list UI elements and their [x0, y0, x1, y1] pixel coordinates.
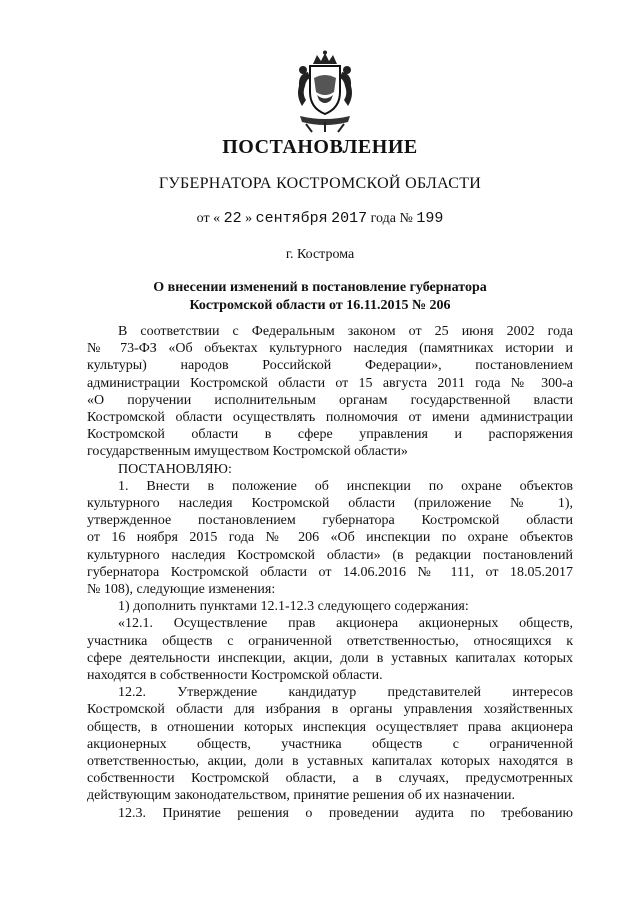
body-line: акционерных обществ, участника обществ с ограниченной	[87, 736, 573, 752]
date-prefix: от «	[196, 211, 221, 226]
body-line: 12.3. Принятие решения о проведении аудита по требованию	[118, 805, 573, 821]
document-heading	[0, 279, 640, 315]
body-line: Костромской области для избрания в органы управления хозяйственных	[87, 702, 573, 718]
date-day: 22	[223, 210, 242, 227]
coat-of-arms-icon	[290, 50, 360, 134]
body-line: культурного наследия Костромской области» (в редакции постановлений	[87, 547, 573, 563]
body-line: находятся в собственности Костромской области.	[87, 668, 383, 684]
date-year: 2017	[331, 210, 368, 227]
body-line: 12.2. Утверждение кандидатур представителей интересов	[118, 685, 573, 701]
body-line: № 73-ФЗ «Об объектах культурного наследия (памятниках истории и	[87, 341, 573, 357]
body-line: 1. Внести в положение об инспекции по охране объектов	[118, 478, 573, 494]
date-line	[0, 210, 640, 227]
date-mid: »	[245, 211, 253, 226]
heading-line: Костромской области от 16.11.2015 № 206	[189, 298, 451, 313]
document-subtitle: ГУБЕРНАТОРА КОСТРОМСКОЙ ОБЛАСТИ	[158, 175, 482, 192]
body-line: государственным имуществом Костромской области»	[87, 444, 408, 460]
body-line: Костромской области осуществлять полномочия от имени администрации	[87, 410, 573, 426]
body-line: ПОСТАНОВЛЯЮ:	[118, 461, 232, 477]
body-line: от 16 ноября 2015 года № 206 «Об инспекции по охране объектов	[87, 530, 573, 546]
body-line: культурного наследия Костромской области (приложение № 1),	[87, 496, 573, 512]
body-line: собственности Костромской области, а в случаях, предусмотренных	[87, 771, 573, 787]
body-line: обществ, в отношении которых инспекция осуществляет права акционера	[87, 719, 573, 735]
body-line: утвержденное постановлением губернатора Костромской области	[87, 513, 573, 529]
body-line: культуры) народов Российской Федерации», постановлением	[87, 358, 573, 374]
body-line: действующим законодательством, принятие решения об их назначении.	[87, 788, 516, 804]
body-line: губернатора Костромской области от 14.06.2016 № 111, от 18.05.2017	[87, 564, 573, 580]
body-line: участника обществ с ограниченной ответственностью, относящихся к	[87, 633, 573, 649]
document-body	[87, 323, 573, 822]
body-line: «12.1. Осуществление прав акционера акционерных обществ,	[118, 616, 573, 632]
body-line: ответственностью, акции, доли в уставных капиталах которых находятся в	[87, 754, 573, 770]
city-line: г. Кострома	[285, 247, 355, 262]
date-month: сентября	[255, 210, 328, 227]
document-title: ПОСТАНОВЛЕНИЕ	[222, 136, 418, 158]
body-line: администрации Костромской области от 15 августа 2011 года № 300-а	[87, 375, 573, 391]
body-line: сфере деятельности инспекции, акции, доли в уставных капиталах которых	[87, 650, 573, 666]
heading-line: О внесении изменений в постановление губернатора	[153, 280, 487, 295]
body-line: 1) дополнить пунктами 12.1-12.3 следующего содержания:	[118, 599, 469, 615]
body-line: № 108), следующие изменения:	[87, 582, 276, 598]
body-line: «О поручении исполнительным органам государственной власти	[87, 392, 573, 408]
date-suffix: года №	[370, 211, 413, 226]
document-number: 199	[416, 210, 444, 227]
body-line: В соответствии с Федеральным законом от 25 июня 2002 года	[118, 324, 573, 339]
body-line: Костромской области в сфере управления и распоряжения	[87, 427, 573, 443]
